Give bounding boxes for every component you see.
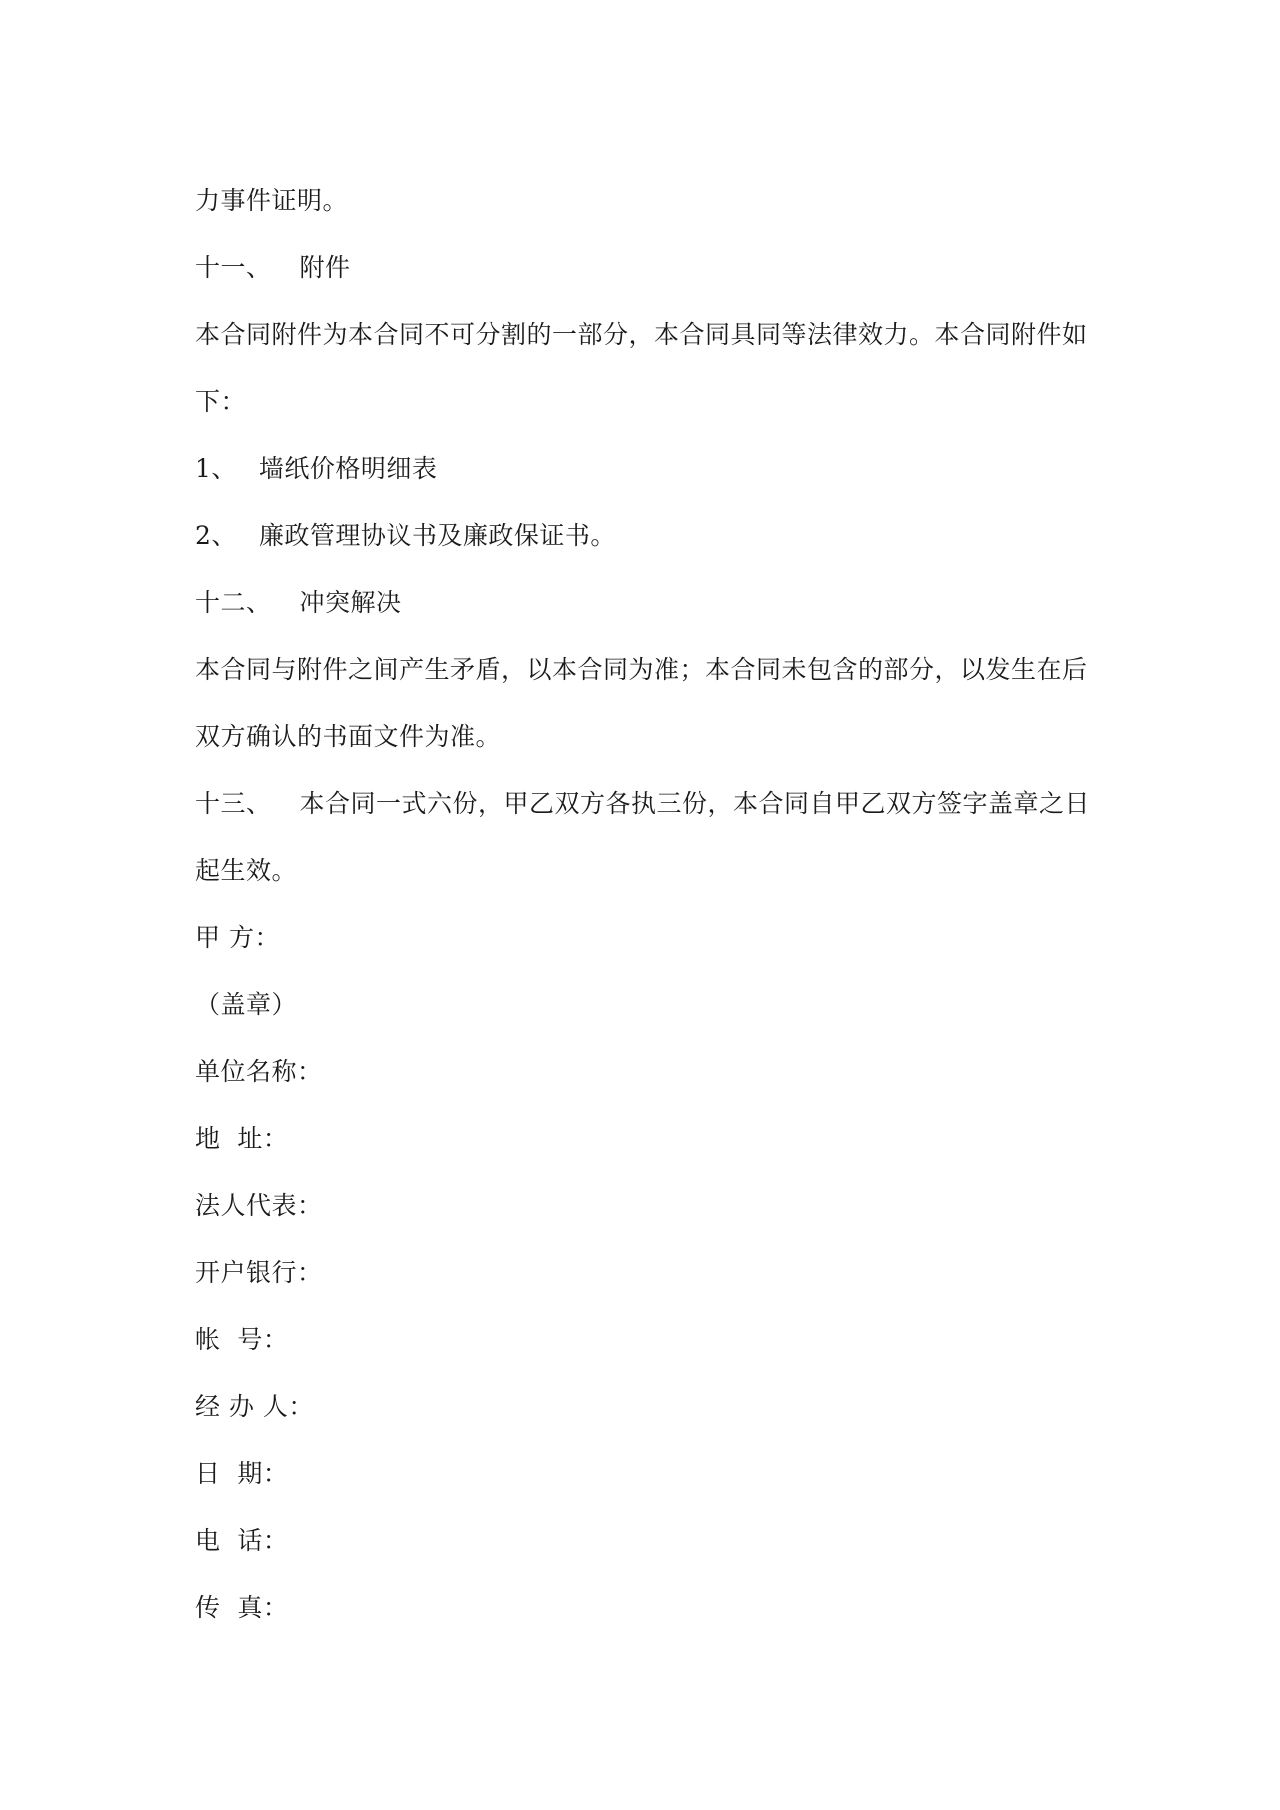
attachment-text: 墙纸价格明细表	[258, 454, 438, 483]
signature-field-handler: 经 办 人：	[195, 1392, 314, 1421]
section-title: 冲突解决	[299, 588, 402, 617]
paragraph-line: 下：	[195, 387, 247, 416]
paragraph-line: 本合同与附件之间产生矛盾，以本合同为准；本合同未包含的部分，以发生在后	[195, 655, 1088, 684]
section-heading-11	[195, 234, 1095, 301]
signature-field-legal-rep: 法人代表：	[195, 1191, 323, 1220]
signature-field-bank: 开户银行：	[195, 1258, 323, 1287]
attachment-item	[195, 502, 1095, 569]
section-number: 十三、	[195, 789, 272, 818]
signature-field-company: 单位名称：	[195, 1057, 323, 1086]
signature-field-phone: 电 话：	[195, 1526, 289, 1555]
attachment-number: 1、	[195, 454, 237, 483]
section-number: 十二、	[195, 588, 272, 617]
signature-field-address: 地 址：	[195, 1124, 289, 1153]
attachment-text: 廉政管理协议书及廉政保证书。	[258, 521, 616, 550]
section-text: 本合同一式六份，甲乙双方各执三份，本合同自甲乙双方签字盖章之日	[299, 789, 1091, 818]
paragraph-line: 力事件证明。	[195, 186, 349, 215]
paragraph-line: 起生效。	[195, 856, 298, 885]
party-a-label: 甲 方：	[195, 923, 280, 952]
section-heading-12	[195, 569, 1095, 636]
attachment-number: 2、	[195, 521, 237, 550]
section-number: 十一、	[195, 253, 272, 282]
section-title: 附件	[299, 253, 351, 282]
seal-label: （盖章）	[195, 990, 298, 1019]
section-heading-13	[195, 770, 1095, 837]
signature-field-fax: 传 真：	[195, 1593, 289, 1622]
attachment-item	[195, 435, 1095, 502]
signature-field-account: 帐 号：	[195, 1325, 289, 1354]
paragraph-line: 本合同附件为本合同不可分割的一部分，本合同具同等法律效力。本合同附件如	[195, 320, 1088, 349]
signature-field-date: 日 期：	[195, 1459, 289, 1488]
paragraph-line: 双方确认的书面文件为准。	[195, 722, 502, 751]
document-body	[195, 167, 1095, 1641]
